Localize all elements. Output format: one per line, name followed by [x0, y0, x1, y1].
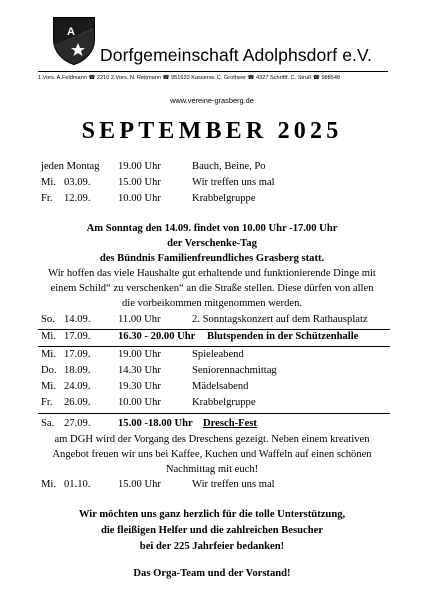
verschenke-text: einem Schild“ zu verschenken“ an die Straße stellen. Diese dürfen von allen	[50, 283, 374, 294]
row-divider	[38, 346, 390, 347]
row-date: 01.10.	[64, 479, 91, 490]
row-day: Mi.	[41, 331, 57, 342]
row-time: 19.00 Uhr	[118, 161, 161, 172]
row-time: 15.00 Uhr	[118, 479, 161, 490]
row-time: 19.30 Uhr	[118, 381, 161, 392]
row-event: Krabbelgruppe	[192, 397, 256, 408]
row-date: 17.09.	[64, 349, 91, 360]
row-time: 11.00 Uhr	[118, 314, 161, 325]
schedule-row	[0, 161, 424, 177]
row-day: Fr.	[41, 193, 53, 204]
row-date: 24.09.	[64, 381, 91, 392]
row-event: Blutspenden in der Schützenhalle	[207, 331, 359, 342]
row-time: 19.00 Uhr	[118, 349, 161, 360]
schedule-row	[0, 177, 424, 193]
row-time: 15.00 -18.00 Uhr	[118, 418, 193, 429]
dresch-text: Nachmittag mit euch!	[165, 464, 259, 475]
website-link[interactable]: www.vereine-grasberg.de	[170, 96, 254, 105]
org-name: Dorfgemeinschaft Adolphsdorf e.V.	[100, 45, 373, 65]
row-date: 17.09.	[64, 331, 91, 342]
row-time: 14.30 Uhr	[118, 365, 161, 376]
row-event: Dresch-Fest	[203, 418, 257, 429]
row-day: Sa.	[41, 418, 55, 429]
row-event: Wir treffen uns mal	[192, 177, 275, 188]
row-day: jeden Montag	[41, 161, 100, 172]
row-time: 15.00 Uhr	[118, 177, 161, 188]
schedule-row	[0, 365, 424, 381]
thanks-text: Wir möchten uns ganz herzlich für die tolle Unterstützung,	[78, 509, 346, 520]
row-date: 14.09.	[64, 314, 91, 325]
row-day: Fr.	[41, 397, 53, 408]
dresch-text: am DGH wird der Vorgang des Dreschens gezeigt. Neben einem kreativen	[54, 434, 370, 445]
verschenke-text: die vorbeikommen mitgenommen werden.	[121, 298, 303, 309]
schedule-row	[0, 331, 424, 347]
row-event: Bauch, Beine, Po	[192, 161, 266, 172]
row-day: Mi.	[41, 349, 57, 360]
row-event: Spieleabend	[192, 349, 244, 360]
row-divider	[38, 413, 390, 414]
contacts-line: 1.Vors. A.Feldmann ☎ 2210 2.Vors. N. Reitmann ☎ 951633 Kassenw. C. Grotheer ☎ 4327 Schriftf. C. Struß ☎ 988548	[38, 75, 341, 81]
thanks-text: die fleißigen Helfer und die zahlreichen Besucher	[100, 525, 324, 536]
page-title: SEPTEMBER 2025	[81, 118, 343, 144]
row-date: 12.09.	[64, 193, 91, 204]
row-day: Do.	[41, 365, 57, 376]
verschenke-heading: der Verschenke-Tag	[167, 238, 257, 249]
row-date: 27.09.	[64, 418, 91, 429]
row-date: 26.09.	[64, 397, 91, 408]
dresch-text: Angebot freuen wir uns bei Kaffee, Kuchen und Waffeln auf einen schönen	[52, 449, 372, 460]
row-time: 10.00 Uhr	[118, 397, 161, 408]
schedule-row	[0, 349, 424, 365]
schedule-row-dresch	[0, 418, 424, 434]
verschenke-text: Wir hoffen das viele Haushalte gut erhaltende und funktionierende Dinge mit	[48, 268, 376, 279]
verschenke-heading: Am Sonntag den 14.09. findet von 10.00 Uhr -17.00 Uhr	[86, 223, 338, 234]
row-time: 10.00 Uhr	[118, 193, 161, 204]
schedule-row	[0, 381, 424, 397]
signoff: Das Orga-Team und der Vorstand!	[133, 568, 291, 579]
crest-logo	[52, 16, 96, 66]
schedule-row	[0, 314, 424, 330]
row-day: Mi.	[41, 479, 57, 490]
row-day: So.	[41, 314, 55, 325]
row-divider	[38, 329, 390, 330]
row-event: Wir treffen uns mal	[192, 479, 275, 490]
schedule-row	[0, 397, 424, 413]
row-day: Mi.	[41, 177, 57, 188]
thanks-text: bei der 225 Jahrfeier bedanken!	[139, 541, 285, 552]
row-time: 16.30 - 20.00 Uhr	[118, 331, 196, 342]
row-event: Krabbelgruppe	[192, 193, 256, 204]
row-event: Mädelsabend	[192, 381, 249, 392]
crest-letter: A	[67, 26, 75, 38]
row-event: 2. Sonntagskonzert auf dem Rathausplatz	[192, 314, 368, 325]
header-divider	[38, 71, 388, 72]
row-date: 18.09.	[64, 365, 91, 376]
verschenke-heading: des Bündnis Familienfreundliches Grasberg statt.	[99, 253, 325, 264]
row-day: Mi.	[41, 381, 57, 392]
schedule-row	[0, 193, 424, 209]
row-event: Seniorennachmittag	[192, 365, 277, 376]
row-date: 03.09.	[64, 177, 91, 188]
schedule-row	[0, 479, 424, 495]
